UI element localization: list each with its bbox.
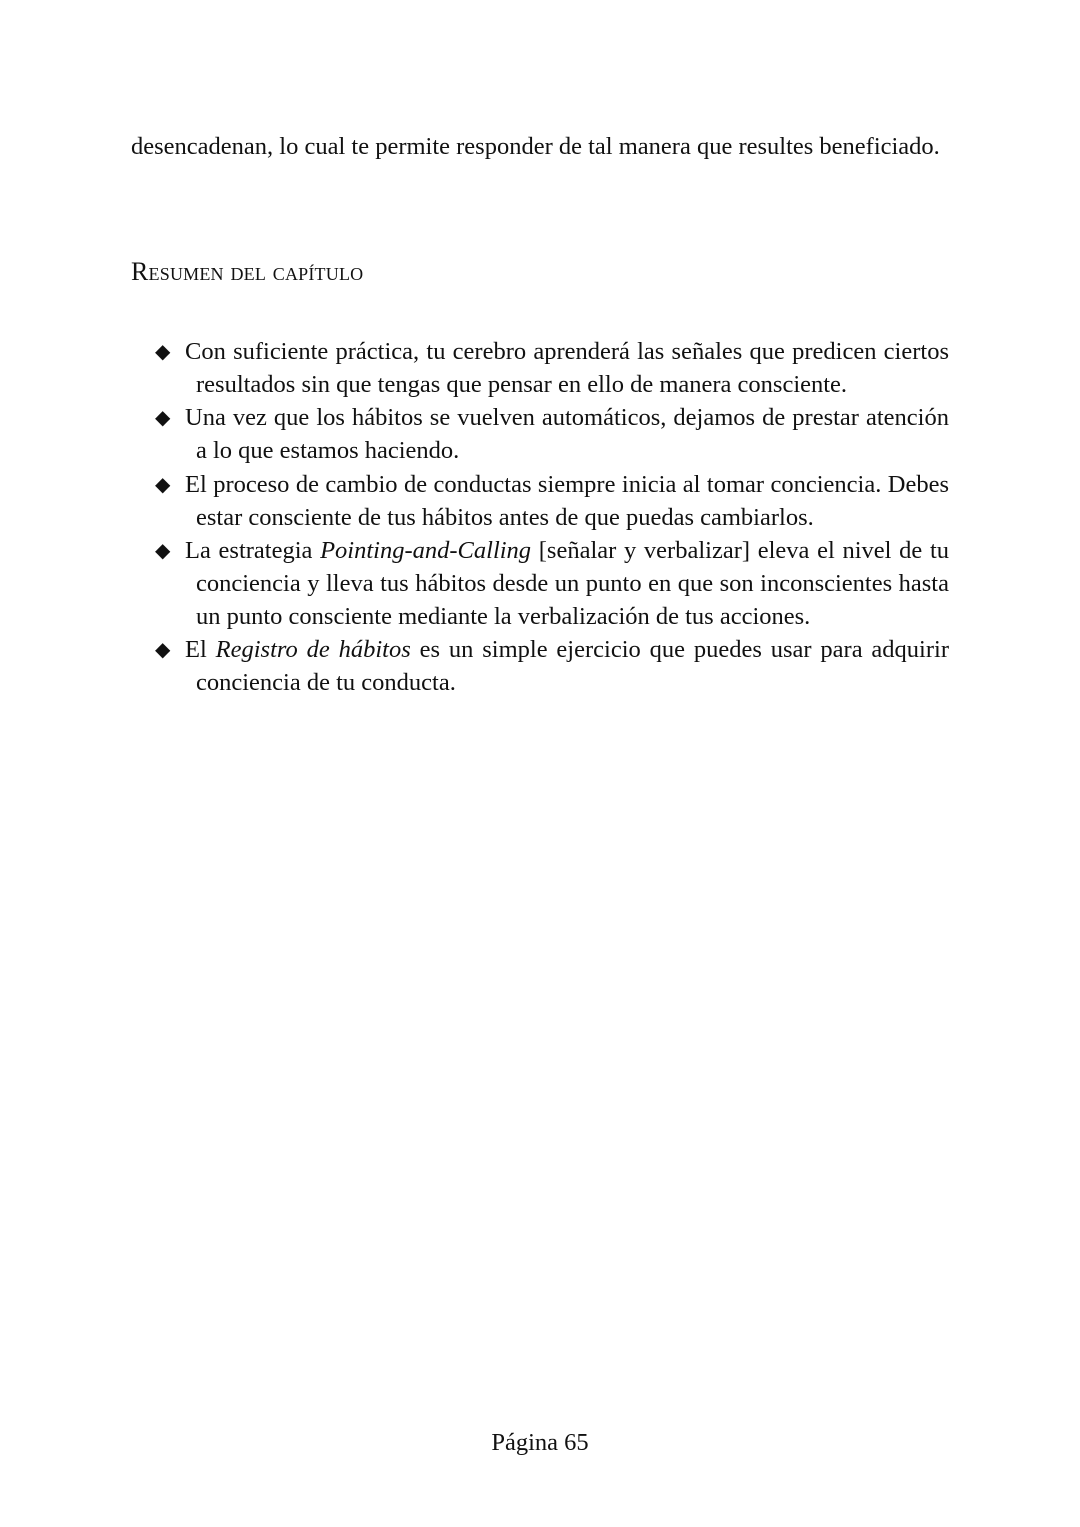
summary-item <box>155 633 949 699</box>
page-number: Página 65 <box>491 1429 589 1456</box>
diamond-bullet-icon: ◆ <box>155 471 171 496</box>
summary-item-emphasis: Pointing-and-Calling <box>320 537 532 565</box>
summary-item-text-after: es un simple ejercicio que puedes usar para adquirir conciencia de tu conducta. <box>196 636 949 697</box>
summary-item <box>155 468 949 534</box>
summary-item <box>155 534 949 633</box>
summary-item-text: El proceso de cambio de conductas siempre inicia al tomar conciencia. Debes estar consciente de tus hábitos antes de que puedas cambiarlos. <box>185 470 949 531</box>
diamond-bullet-icon: ◆ <box>155 339 171 363</box>
diamond-bullet-icon: ◆ <box>155 538 171 563</box>
summary-item-text: Con suficiente práctica, tu cerebro aprenderá las señales que predicen ciertos resultados sin que tengas que pensar en ello de manera consciente. <box>185 338 949 398</box>
intro-paragraph: desencadenan, lo cual te permite responder de tal manera que resultes beneficiado. <box>131 133 940 160</box>
summary-list <box>155 335 949 700</box>
summary-item-text: La estrategia <box>185 537 321 565</box>
summary-item <box>155 401 949 467</box>
section-heading: Resumen del capítulo <box>131 257 364 286</box>
diamond-bullet-icon: ◆ <box>155 637 171 662</box>
summary-item-text: El <box>185 636 216 664</box>
summary-item-text: Una vez que los hábitos se vuelven automáticos, dejamos de prestar atención a lo que estamos haciendo. <box>185 404 949 465</box>
summary-item <box>155 335 949 401</box>
diamond-bullet-icon: ◆ <box>155 405 171 430</box>
summary-item-text-after: [señalar y verbalizar] eleva el nivel de tu conciencia y lleva tus hábitos desde un punto en que son inconscientes hasta un punto consciente mediante la verbalización de tus acciones. <box>196 537 949 630</box>
summary-item-emphasis: Registro de hábitos <box>215 636 411 664</box>
